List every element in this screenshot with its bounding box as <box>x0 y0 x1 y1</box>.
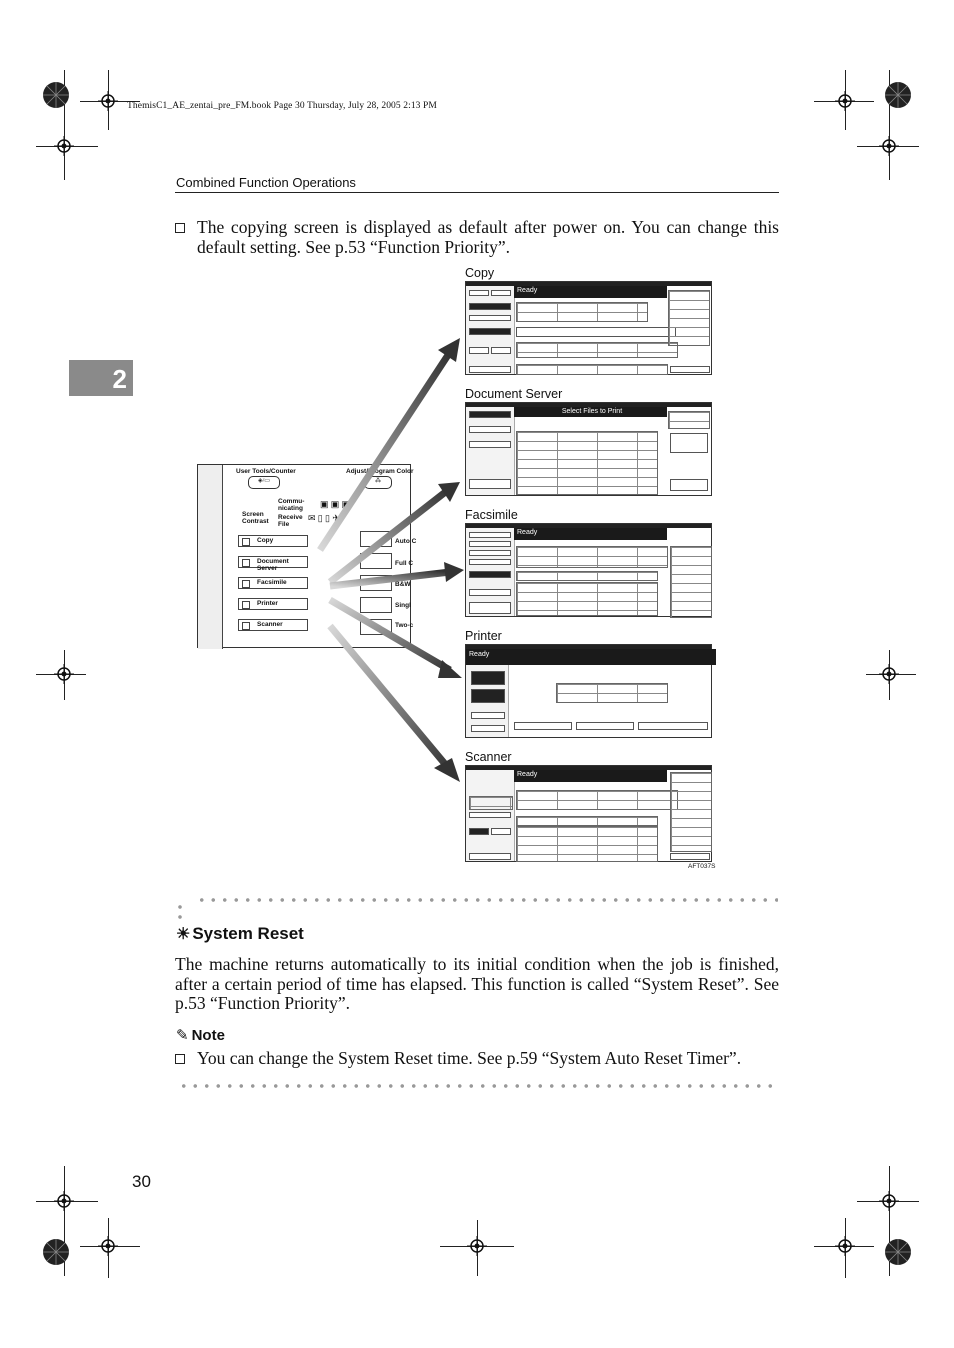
running-head: Combined Function Operations <box>176 175 356 190</box>
facsimile-screen-label: Facsimile <box>465 508 518 522</box>
registration-target-icon <box>835 1236 855 1256</box>
dotted-corner <box>178 902 182 920</box>
scanner-screen <box>465 765 712 862</box>
arrow-to-printer <box>330 600 450 670</box>
adjust-key[interactable]: ⁂ <box>364 476 392 489</box>
arrow-to-scanner <box>330 626 450 770</box>
right-label-4: Two-c <box>395 622 414 629</box>
page-number: 30 <box>132 1172 151 1191</box>
panel-left-edge <box>198 465 223 649</box>
registration-target-icon <box>467 1236 487 1256</box>
note-heading <box>176 1026 225 1045</box>
registration-target-icon <box>54 664 74 684</box>
adjust-label: Adjust/Program Color <box>346 468 414 475</box>
dotted-rule-top <box>196 898 778 902</box>
registration-target-icon <box>98 91 118 111</box>
user-tools-label: User Tools/Counter <box>236 468 296 475</box>
arrow-to-facsimile <box>330 572 450 586</box>
registration-target-icon <box>54 136 74 156</box>
file-stamp: ThemisC1_AE_zentai_pre_FM.book Page 30 Thursday, July 28, 2005 2:13 PM <box>127 101 437 111</box>
right-label-3: Singl <box>395 602 411 609</box>
note-bullet-text: You can change the System Reset time. See p.59 “System Auto Reset Timer”. <box>197 1048 742 1068</box>
note-title: Note <box>191 1027 225 1044</box>
registration-dial-icon <box>884 1238 912 1266</box>
document-server-status: Select Files to Print <box>514 407 667 417</box>
copy-key[interactable]: Copy <box>238 535 308 547</box>
dotted-rule-bottom <box>178 1084 778 1088</box>
communicating-label: Commu- nicating <box>278 498 305 512</box>
receive-file-label: Receive File <box>278 514 303 528</box>
note-bullet <box>175 1049 779 1069</box>
facsimile-status: Ready <box>514 528 667 540</box>
document-server-key[interactable]: Document Server <box>238 556 308 568</box>
screen-contrast-label: Screen Contrast <box>242 511 269 525</box>
registration-target-icon <box>879 1191 899 1211</box>
right-label-1: Full C <box>395 560 414 567</box>
user-tools-key[interactable]: ◈/▭ <box>248 476 280 489</box>
system-reset-body: The machine returns automatically to its initial condition when the job is finished, after a certain period of time has elapsed. This function is called “System Reset”. See p.53 “Function Priority”. <box>175 954 779 1013</box>
registration-dial-icon <box>42 1238 70 1266</box>
intro-bullet-text: The copying screen is displayed as default after power on. You can change this default setting. See p.53 “Function Priority”. <box>197 217 779 257</box>
facsimile-screen <box>465 523 712 617</box>
figure-code: AFT037S <box>688 863 716 870</box>
checkbox-bullet-icon <box>175 1054 185 1064</box>
status-icons-2: ✉ ▯ ▯ ✈ <box>308 513 340 523</box>
registration-dial-icon <box>884 81 912 109</box>
scanner-status: Ready <box>514 770 667 782</box>
scanner-key[interactable]: Scanner <box>238 619 308 631</box>
header-rule <box>175 192 779 193</box>
registration-target-icon <box>98 1236 118 1256</box>
copy-screen <box>465 281 712 375</box>
right-label-0: Auto C <box>395 538 417 545</box>
registration-dial-icon <box>42 81 70 109</box>
chapter-tab: 2 <box>69 360 133 396</box>
printer-status: Ready <box>466 649 716 665</box>
registration-target-icon <box>879 664 899 684</box>
registration-target-icon <box>54 1191 74 1211</box>
right-label-2: B&W <box>395 581 411 588</box>
arrow-to-copy <box>320 352 450 550</box>
document-server-screen-label: Document Server <box>465 387 563 401</box>
registration-target-icon <box>879 136 899 156</box>
facsimile-key[interactable]: Facsimile <box>238 577 308 589</box>
registration-target-icon <box>835 91 855 111</box>
system-reset-title: System Reset <box>192 924 304 943</box>
copy-status: Ready <box>514 286 667 298</box>
printer-screen-label: Printer <box>465 629 502 643</box>
printer-screen <box>465 644 712 738</box>
checkbox-bullet-icon <box>175 223 185 233</box>
intro-bullet <box>175 218 779 257</box>
printer-key[interactable]: Printer <box>238 598 308 610</box>
document-server-screen <box>465 402 712 496</box>
pencil-icon: ✎ <box>176 1027 189 1044</box>
system-reset-heading <box>176 924 304 944</box>
copy-screen-label: Copy <box>465 266 495 280</box>
lightbulb-icon: ☀ <box>176 926 191 943</box>
scanner-screen-label: Scanner <box>465 750 512 764</box>
status-icons: ▣ ▣ ▣ <box>320 499 351 509</box>
